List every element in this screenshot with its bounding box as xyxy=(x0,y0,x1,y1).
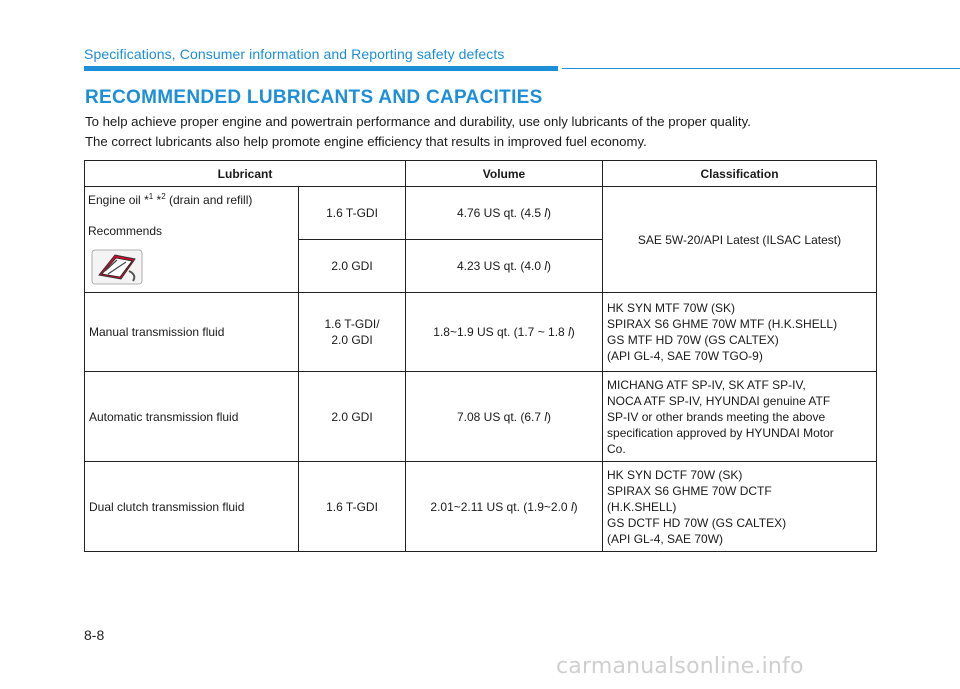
intro-line-1: To help achieve proper engine and powertrain performance and durability, use only lubricants of the proper quality. xyxy=(85,114,751,129)
table-row-automatic xyxy=(85,372,877,462)
watermark: carmanualsonline.info xyxy=(556,654,804,679)
dct-classification: HK SYN DCTF 70W (SK) SPIRAX S6 GHME 70W DCTF (H.K.SHELL) GS DCTF HD 70W (GS CALTEX) (API GL-4, SAE 70W) xyxy=(603,462,877,552)
page-title: RECOMMENDED LUBRICANTS AND CAPACITIES xyxy=(85,87,543,108)
engine-oil-classification: SAE 5W-20/API Latest (ILSAC Latest) xyxy=(603,187,877,293)
recommends-label: Recommends xyxy=(88,224,163,238)
manual-label: Manual transmission fluid xyxy=(85,293,299,372)
table-row-dct xyxy=(85,462,877,552)
engine-oil-label: Engine oil *$^1$ *$^2$ (drain and refill) xyxy=(88,192,253,207)
engine-oil-engine-2: 2.0 GDI xyxy=(299,240,406,293)
lubricants-table xyxy=(84,160,877,552)
header-rule-thick xyxy=(84,66,558,71)
intro-text xyxy=(85,112,885,152)
intro-line-2: The correct lubricants also help promote engine efficiency that results in improved fuel economy. xyxy=(85,134,647,149)
automatic-volume: 7.08 US qt. (6.7 l) xyxy=(406,372,603,462)
header-classification: Classification xyxy=(603,161,877,187)
manual-volume: 1.8~1.9 US qt. (1.7 ~ 1.8 l) xyxy=(406,293,603,372)
manual-engine: 1.6 T-GDI/ 2.0 GDI xyxy=(299,293,406,372)
dct-engine: 1.6 T-GDI xyxy=(299,462,406,552)
table-row-engine-oil-1 xyxy=(85,187,877,240)
header-rule-thin xyxy=(562,68,960,69)
automatic-label: Automatic transmission fluid xyxy=(85,372,299,462)
engine-oil-engine-1: 1.6 T-GDI xyxy=(299,187,406,240)
table-header-row xyxy=(85,161,877,187)
page-number: 8-8 xyxy=(84,627,105,643)
automatic-engine: 2.0 GDI xyxy=(299,372,406,462)
manual-classification: HK SYN MTF 70W (SK) SPIRAX S6 GHME 70W MTF (H.K.SHELL) GS MTF HD 70W (GS CALTEX) (API GL-4, SAE 70W TGO-9) xyxy=(603,293,877,372)
header-volume: Volume xyxy=(406,161,603,187)
table-row-manual xyxy=(85,293,877,372)
engine-oil-cell xyxy=(85,187,299,293)
automatic-classification: MICHANG ATF SP-IV, SK ATF SP-IV, NOCA ATF SP-IV, HYUNDAI genuine ATF SP-IV or other brands meeting the above specification approved by HYUNDAI Motor Co. xyxy=(603,372,877,462)
dct-label: Dual clutch transmission fluid xyxy=(85,462,299,552)
header-lubricant: Lubricant xyxy=(85,161,406,187)
section-header: Specifications, Consumer information and Reporting safety defects xyxy=(84,46,505,62)
dct-volume: 2.01~2.11 US qt. (1.9~2.0 l) xyxy=(406,462,603,552)
engine-oil-volume-1: 4.76 US qt. (4.5 l) xyxy=(406,187,603,240)
quaker-state-logo xyxy=(91,249,143,285)
engine-oil-volume-2: 4.23 US qt. (4.0 l) xyxy=(406,240,603,293)
